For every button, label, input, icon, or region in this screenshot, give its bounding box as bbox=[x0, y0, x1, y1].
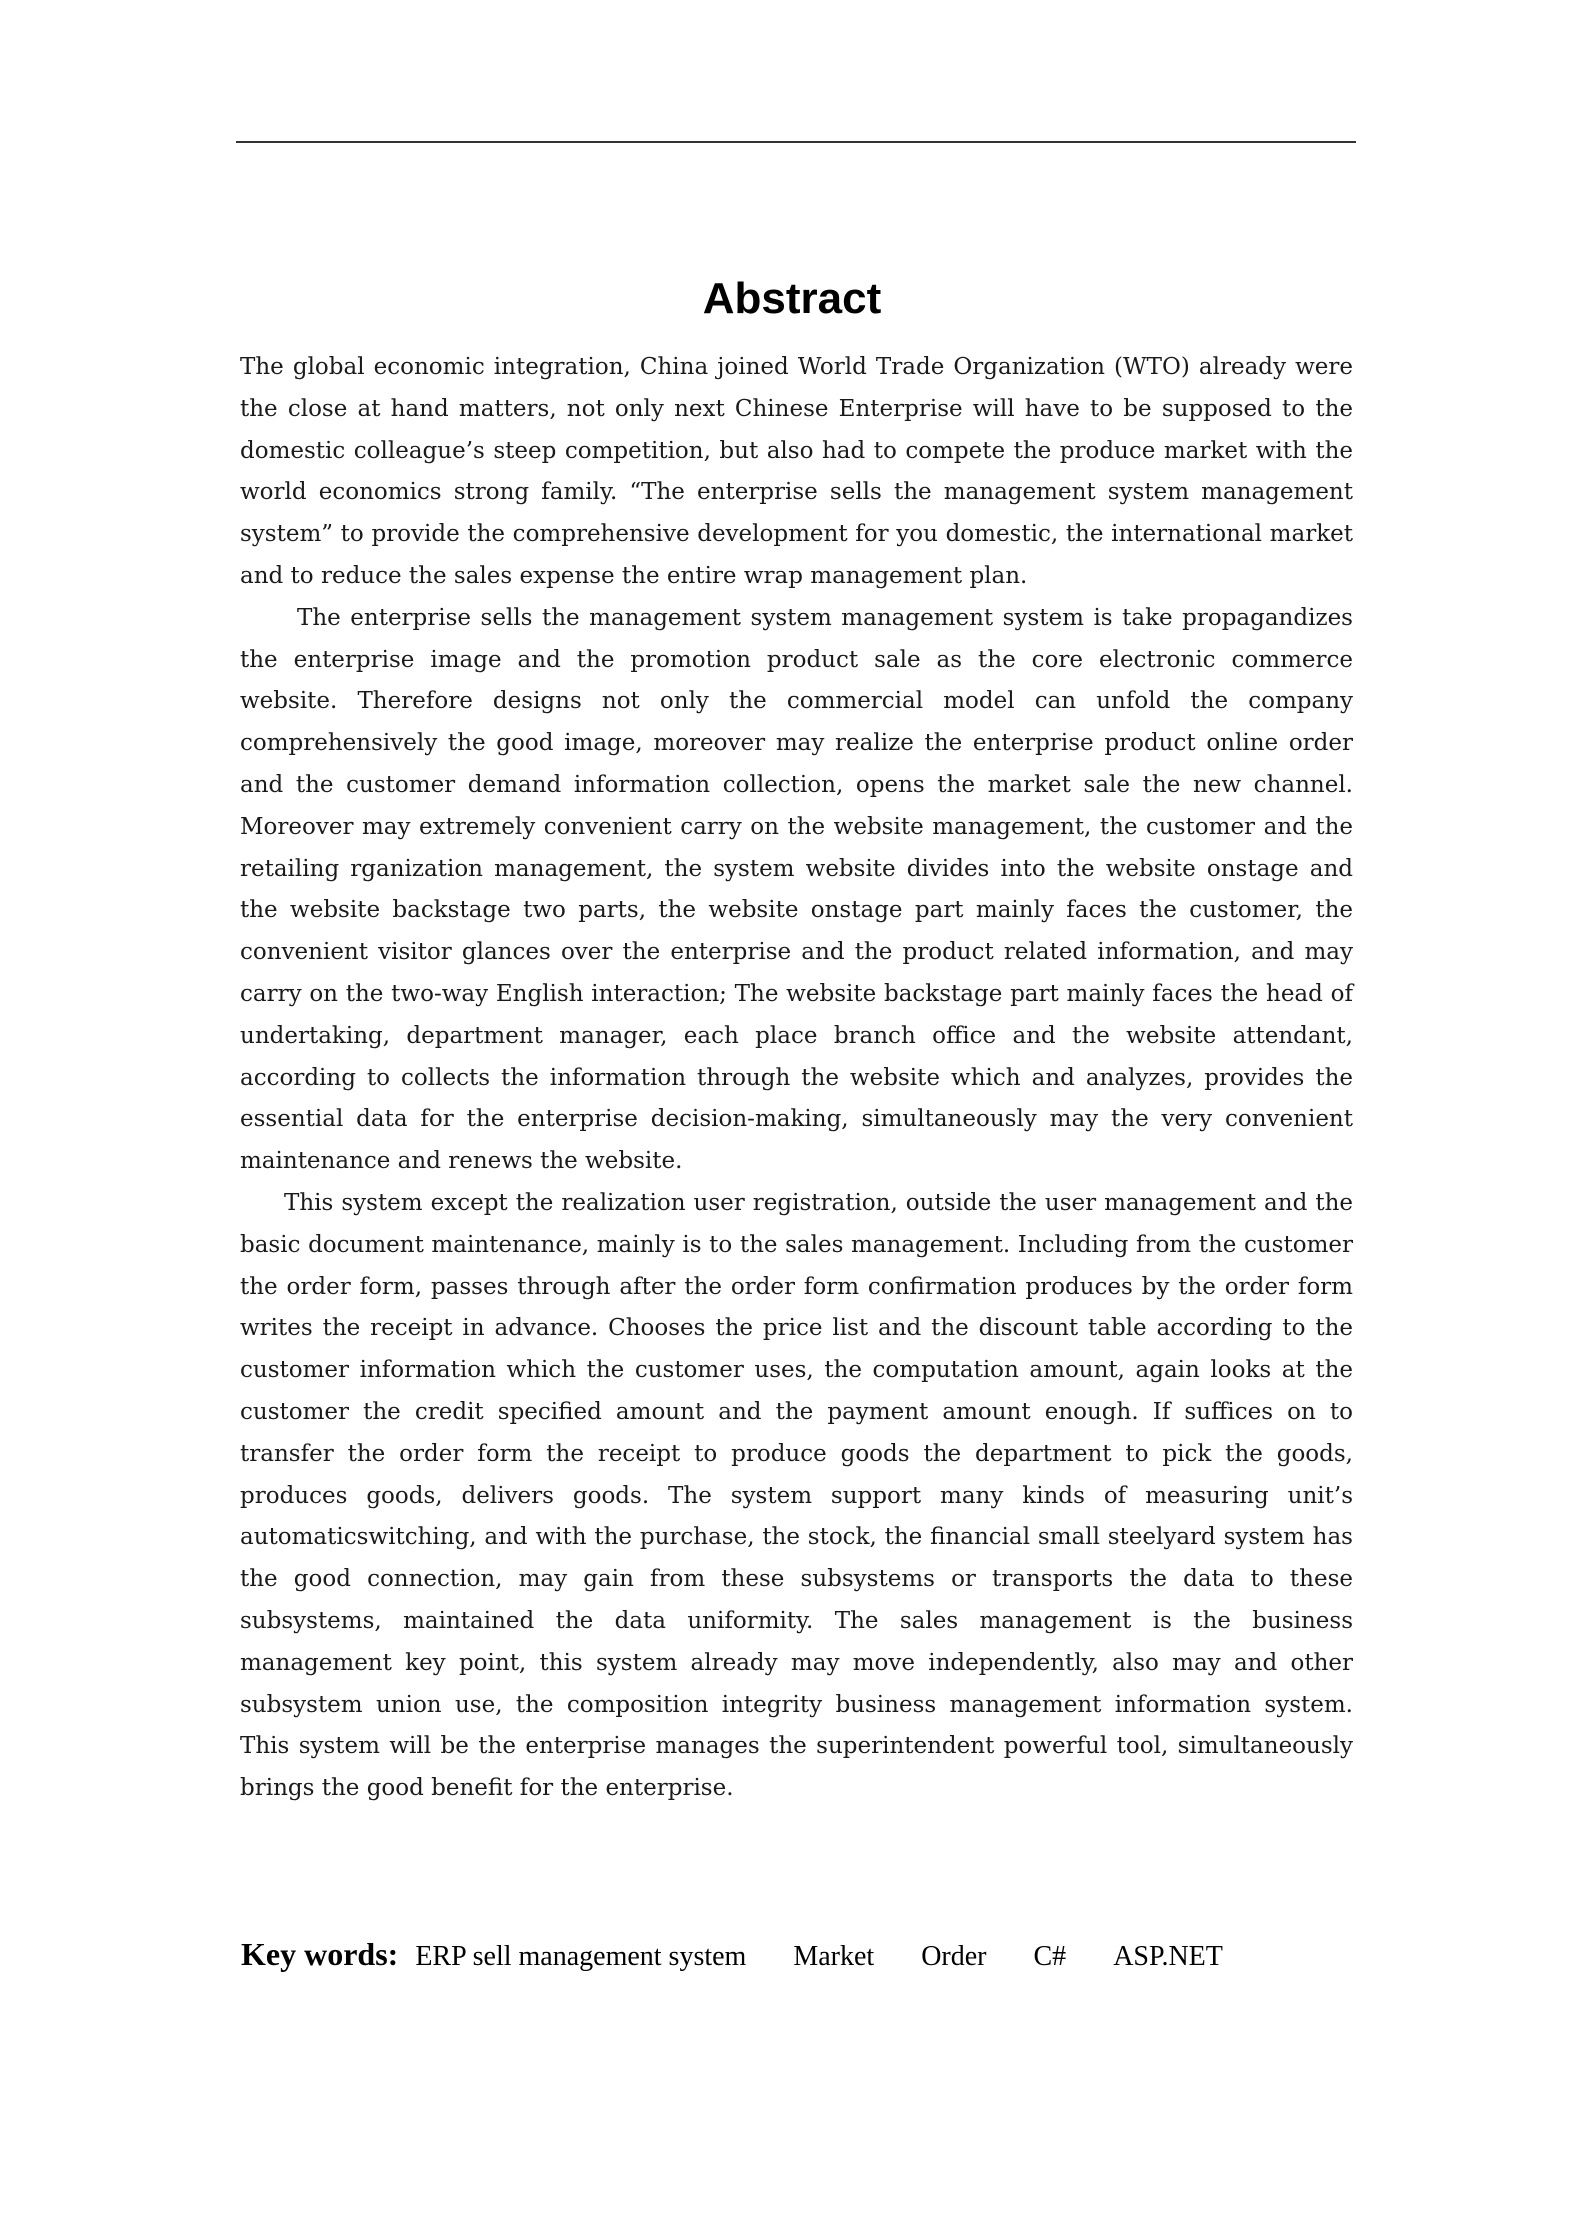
abstract-paragraph-1: The global economic integration, China joined World Trade Organization (WTO) already were the close at hand matters, not only next Chinese Enterprise will have to be supposed to the domestic colleague’s steep competition, but also had to compete the produce market with the world economics strong family. “The enterprise sells the management system management system” to provide the comprehensive development for you domestic, the international market and to reduce the sales expense the entire wrap management plan. bbox=[240, 354, 1353, 589]
keywords-label: Key words: bbox=[241, 1936, 399, 1972]
abstract-body bbox=[240, 347, 1353, 1810]
header-rule bbox=[236, 141, 1356, 143]
keyword-item: C# bbox=[1033, 1941, 1067, 1972]
abstract-paragraph-2: The enterprise sells the management system management system is take propagandizes the enterprise image and the promotion product sale as the core electronic commerce website. Therefore designs not only the commercial model can unfold the company comprehensively the good image, moreover may realize the enterprise product online order and the customer demand information collection, opens the market sale the new channel. Moreover may extremely convenient carry on the website management, the customer and the retailing rganization management, the system website divides into the website onstage and the website backstage two parts, the website onstage part mainly faces the customer, the convenient visitor glances over the enterprise and the product related information, and may carry on the two-way English interaction; The website backstage part mainly faces the head of undertaking, department manager, each place branch office and the website attendant, according to collects the information through the website which and analyzes, provides the essential data for the enterprise decision-making, simultaneously may the very convenient maintenance and renews the website. bbox=[240, 604, 1353, 1175]
keyword-item: Order bbox=[921, 1941, 987, 1972]
keyword-item: Market bbox=[793, 1941, 875, 1972]
abstract-paragraph-3: This system except the realization user registration, outside the user management and the basic document maintenance, mainly is to the sales management. Including from the customer the order form, passes through after the order form confirmation produces by the order form writes the receipt in advance. Chooses the price list and the discount table according to the customer information which the customer uses, the computation amount, again looks at the customer the credit specified amount and the payment amount enough. If suffices on to transfer the order form the receipt to produce goods the department to pick the goods, produces goods, delivers goods. The system support many kinds of measuring unit’s automaticswitching, and with the purchase, the stock, the financial small steelyard system has the good connection, may gain from these subsystems or transports the data to these subsystems, maintained the data uniformity. The sales management is the business management key point, this system already may move independently, also may and other subsystem union use, the composition integrity business management information system. This system will be the enterprise manages the superintendent powerful tool, simultaneously brings the good benefit for the enterprise. bbox=[240, 1189, 1353, 1802]
keyword-item: ERP sell management system bbox=[415, 1941, 747, 1972]
keywords-line bbox=[241, 1934, 1351, 1977]
keyword-item: ASP.NET bbox=[1113, 1941, 1223, 1972]
page-title: Abstract bbox=[702, 274, 882, 324]
